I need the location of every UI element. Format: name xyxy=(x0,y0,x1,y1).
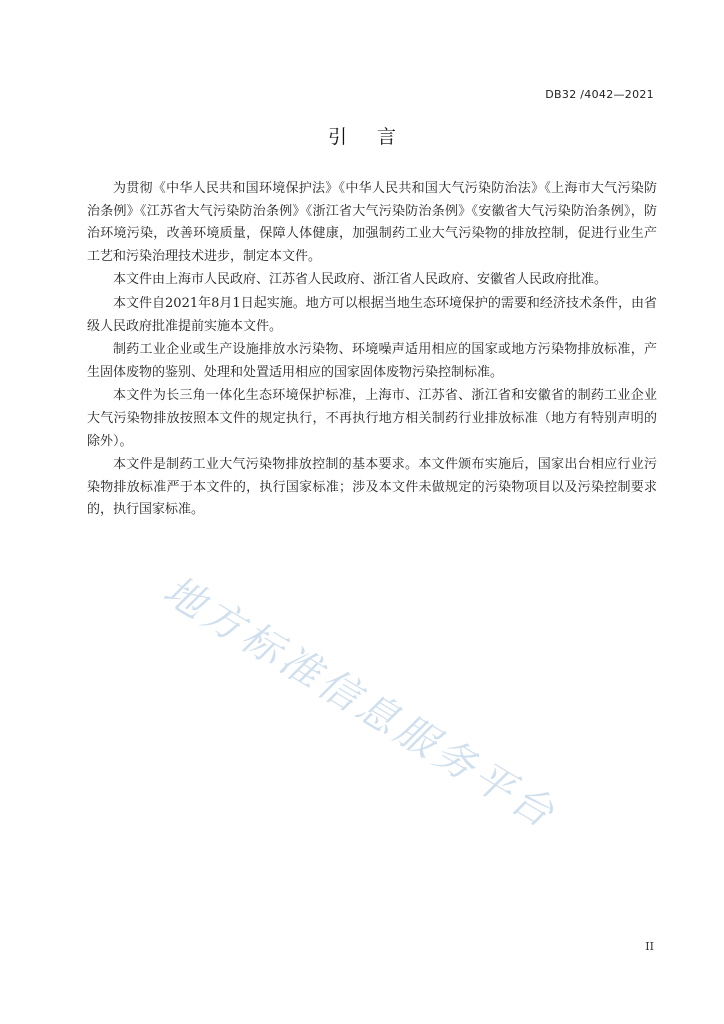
watermark: 地方标准信息服务平台 xyxy=(155,567,565,839)
page-title: 引 言 xyxy=(327,126,409,148)
paragraph: 本文件由上海市人民政府、江苏省人民政府、浙江省人民政府、安徽省人民政府批准。 xyxy=(113,272,608,288)
body-text xyxy=(87,178,657,523)
paragraph: 本文件自2021年8月1日起实施。地方可以根据当地生态环境保护的需要和经济技术条件，由省级人民政府批准提前实施本文件。 xyxy=(87,295,657,334)
paragraph: 制药工业企业或生产设施排放水污染物、环境噪声适用相应的国家或地方污染物排放标准，产生固体废物的鉴别、处理和处置适用相应的国家固体废物污染控制标准。 xyxy=(87,342,657,380)
paragraph: 本文件为长三角一体化生态环境保护标准，上海市、江苏省、浙江省和安徽省的制药工业企业大气污染物排放按照本文件的规定执行，不再执行地方相关制药行业排放标准（地方有特别声明的除外）。 xyxy=(87,388,657,449)
page-number: II xyxy=(645,940,654,953)
paragraph: 为贯彻《中华人民共和国环境保护法》《中华人民共和国大气污染防治法》《上海市大气污染防治条例》《江苏省大气污染防治条例》《浙江省大气污染防治条例》《安徽省大气污染防治条例》，防治环境污染，改善环境质量，保障人体健康，加强制药工业大气污染物的排放控制，促进行业生产工艺和污染治理技术进步，制定本文件。 xyxy=(87,181,657,264)
document-code: DB32 /4042—2021 xyxy=(545,88,654,101)
paragraph: 本文件是制药工业大气污染物排放控制的基本要求。本文件颁布实施后，国家出台相应行业污染物排放标准严于本文件的，执行国家标准；涉及本文件未做规定的污染物项目以及污染控制要求的，执行国家标准。 xyxy=(87,457,657,518)
